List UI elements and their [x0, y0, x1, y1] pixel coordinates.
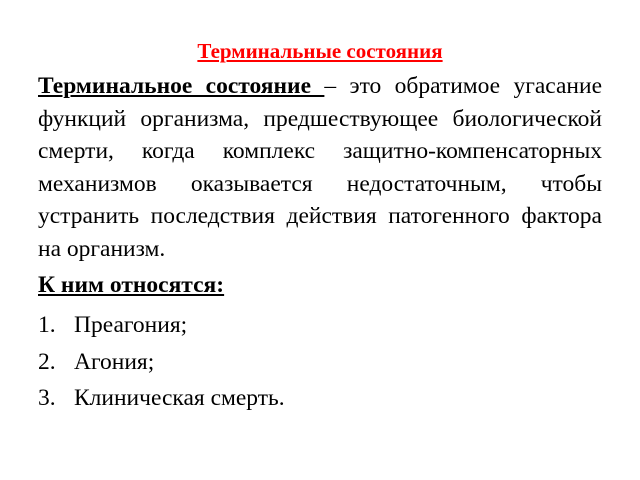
list-item-label: Агония; [74, 348, 155, 375]
list-item [38, 382, 598, 415]
list-item-number: 2. [38, 348, 56, 375]
list-item-label: Клиническая смерть. [74, 385, 285, 411]
definition-paragraph [38, 70, 602, 265]
list-item [38, 309, 598, 342]
slide-title: Терминальные состояния [197, 39, 443, 63]
list-item-label: Преагония; [74, 312, 188, 338]
definition-term: Терминальное состояние [38, 73, 325, 99]
states-list [38, 309, 598, 419]
list-item [38, 346, 598, 379]
list-heading: К ним относятся: [38, 272, 225, 298]
list-item-number: 1. [38, 312, 56, 338]
definition-text: – это обратимое угасание функций организма, предшествующее биологической смерти, когда комплекс защитно-компенсаторных механизмов оказывается недостаточным, чтобы устранить последствия действия патогенного фактора на организм. [38, 73, 603, 262]
list-item-number: 3. [38, 385, 56, 411]
